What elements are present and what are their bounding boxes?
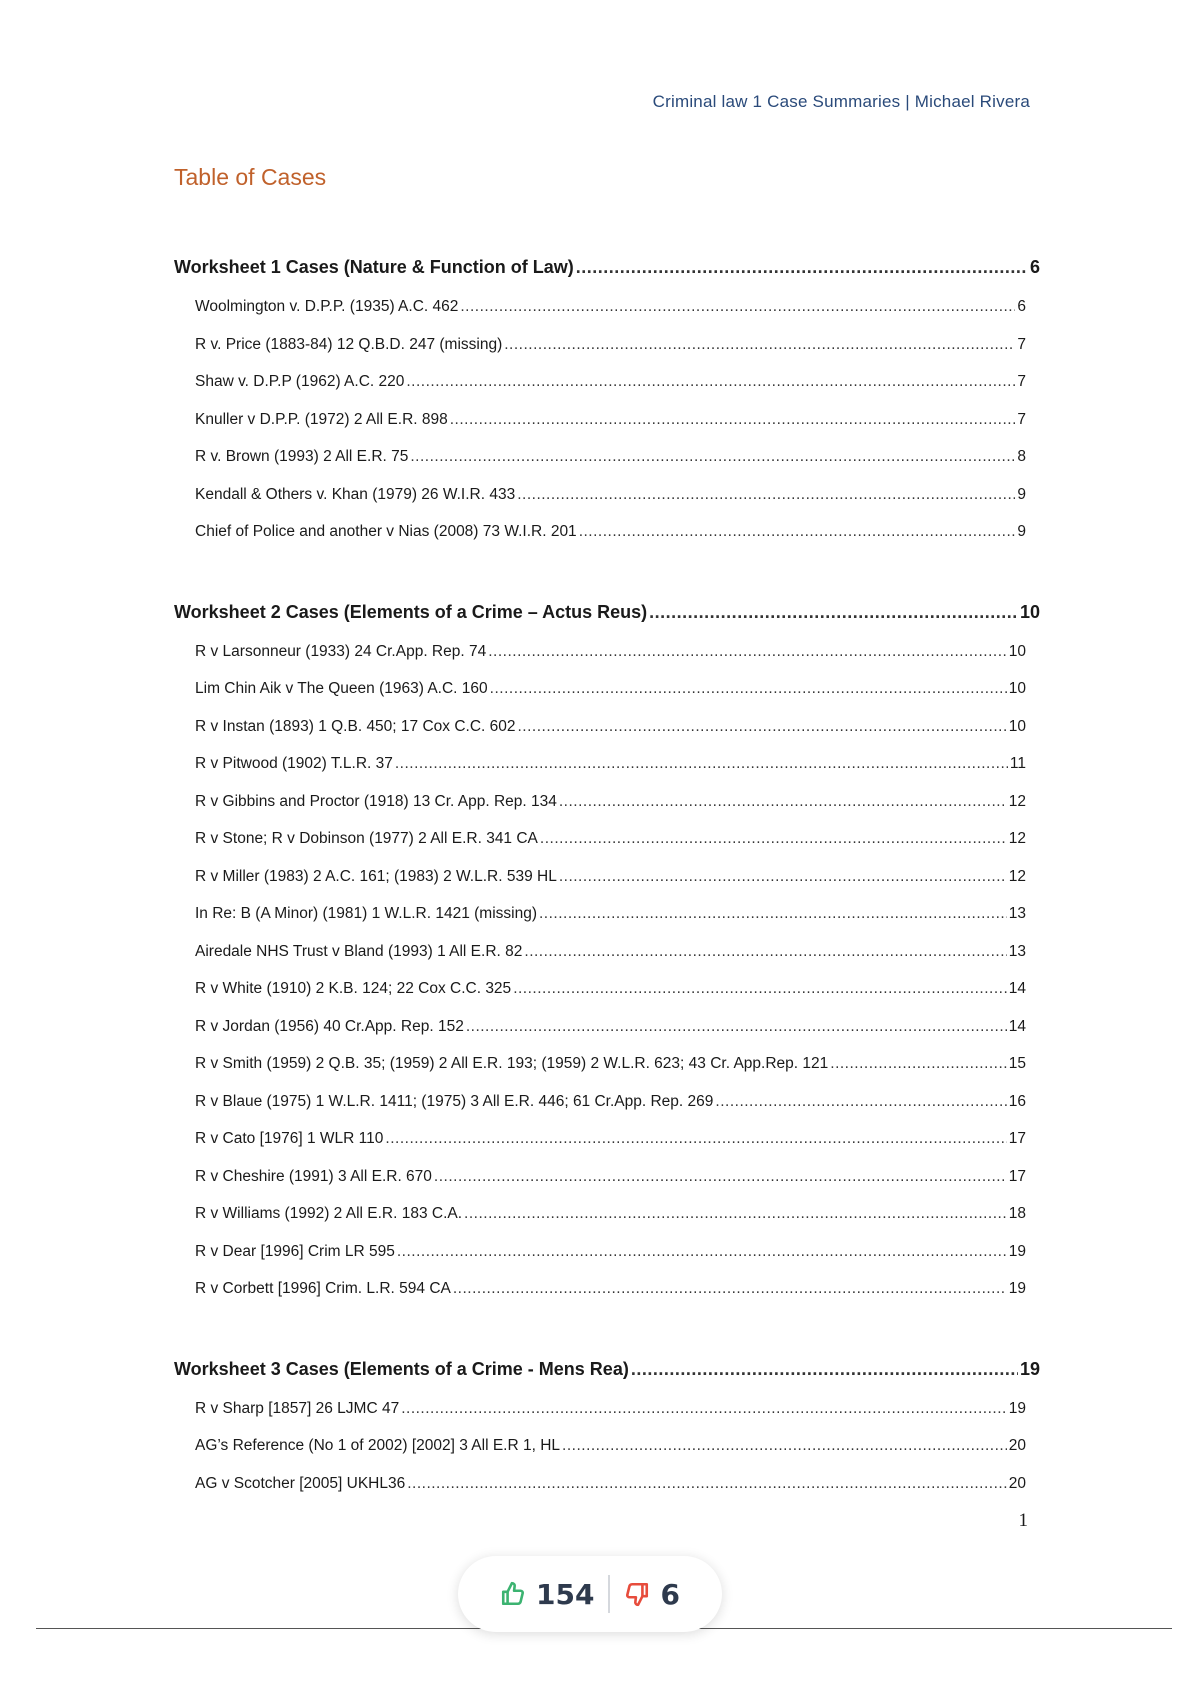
toc-entry[interactable] — [174, 1120, 1040, 1158]
toc-page-number: 9 — [1017, 523, 1026, 540]
toc-heading: Table of Cases — [174, 164, 327, 190]
toc-page-number: 14 — [1008, 1017, 1026, 1035]
dot-leader — [434, 1158, 1007, 1196]
toc-entry[interactable] — [174, 670, 1040, 708]
toc-entry[interactable] — [174, 708, 1040, 746]
case-title: AG’s Reference (No 1 of 2002) [2002] 3 All E.R 1, HL — [195, 1437, 561, 1454]
thumbs-down-icon — [624, 1581, 650, 1607]
dot-leader — [830, 1045, 1006, 1083]
case-title: R v Corbett [1996] Crim. L.R. 594 CA — [195, 1280, 451, 1297]
dot-leader — [559, 858, 1007, 896]
case-title: R v Williams (1992) 2 All E.R. 183 C.A. — [195, 1205, 463, 1222]
dot-leader — [513, 970, 1007, 1008]
dot-leader — [649, 591, 1018, 633]
dot-leader — [517, 476, 1015, 514]
vote-widget — [458, 1556, 722, 1632]
case-title: R v Sharp [1857] 26 LJMC 47 — [195, 1399, 400, 1417]
toc-page-number: 19 — [1008, 1399, 1026, 1417]
case-title: In Re: B (A Minor) (1981) 1 W.L.R. 1421 (missing) — [195, 905, 537, 922]
toc-page-number: 11 — [1009, 755, 1026, 772]
toc-page-number: 7 — [1017, 373, 1026, 390]
toc-page-number: 13 — [1008, 942, 1026, 960]
dot-leader — [518, 708, 1007, 746]
toc-section-heading[interactable] — [174, 591, 1040, 633]
toc-entry[interactable] — [174, 1427, 1040, 1465]
downvote-button[interactable] — [624, 1578, 679, 1611]
toc-entry[interactable] — [174, 633, 1040, 671]
toc-page-number: 14 — [1008, 980, 1026, 997]
toc-entry[interactable] — [174, 1158, 1040, 1196]
dot-leader — [406, 363, 1015, 401]
toc-section-worksheet-1 — [174, 246, 1040, 551]
case-title: Knuller v D.P.P. (1972) 2 All E.R. 898 — [195, 410, 448, 428]
dot-leader — [524, 933, 1006, 971]
toc-entry[interactable] — [174, 970, 1040, 1008]
toc-entry[interactable] — [174, 401, 1040, 439]
toc-page-number: 6 — [1029, 257, 1040, 277]
toc-page-number: 18 — [1008, 1205, 1026, 1222]
upvote-button[interactable] — [500, 1578, 594, 1611]
toc-entry[interactable] — [174, 438, 1040, 476]
dot-leader — [466, 1008, 1007, 1046]
toc-entry[interactable] — [174, 745, 1040, 783]
dot-leader — [395, 745, 1008, 783]
toc-entry[interactable] — [174, 820, 1040, 858]
toc-entry[interactable] — [174, 1008, 1040, 1046]
toc-page-number: 10 — [1019, 601, 1040, 622]
toc-entry[interactable] — [174, 895, 1040, 933]
case-title: Kendall & Others v. Khan (1979) 26 W.I.R. 433 — [195, 485, 516, 503]
running-header: Criminal law 1 Case Summaries | Michael Rivera — [652, 92, 1030, 111]
toc-page-number: 15 — [1008, 1055, 1026, 1072]
dot-leader — [576, 246, 1028, 288]
dot-leader — [559, 783, 1007, 821]
toc-entry[interactable] — [174, 783, 1040, 821]
case-title: Shaw v. D.P.P (1962) A.C. 220 — [195, 373, 405, 390]
case-title: Chief of Police and another v Nias (2008) 73 W.I.R. 201 — [195, 523, 577, 540]
toc-entry[interactable] — [174, 1390, 1040, 1428]
downvote-count: 6 — [660, 1577, 680, 1611]
toc-page-number: 9 — [1017, 485, 1026, 503]
toc-page-number: 17 — [1008, 1167, 1026, 1185]
dot-leader — [453, 1270, 1007, 1308]
page-number: 1 — [1018, 1510, 1028, 1531]
toc-page-number: 12 — [1008, 867, 1026, 885]
case-title: R v Cato [1976] 1 WLR 110 — [195, 1130, 384, 1147]
case-title: Lim Chin Aik v The Queen (1963) A.C. 160 — [195, 680, 488, 697]
toc-entry[interactable] — [174, 363, 1040, 401]
case-title: R v Larsonneur (1933) 24 Cr.App. Rep. 74 — [195, 642, 487, 660]
thumbs-up-icon — [500, 1581, 526, 1607]
case-title: Airedale NHS Trust v Bland (1993) 1 All E.R. 82 — [195, 942, 523, 960]
dot-leader — [385, 1120, 1006, 1158]
case-title: R v Cheshire (1991) 3 All E.R. 670 — [195, 1167, 432, 1185]
toc-page-number: 12 — [1008, 830, 1026, 847]
toc-section-worksheet-3 — [174, 1348, 1040, 1503]
toc-page-number: 13 — [1008, 905, 1026, 922]
toc-section-worksheet-2 — [174, 591, 1040, 1308]
case-title: R v Gibbins and Proctor (1918) 13 Cr. App. Rep. 134 — [195, 792, 557, 810]
toc-page-number: 20 — [1008, 1437, 1026, 1454]
toc-entry[interactable] — [174, 326, 1040, 364]
toc-entry[interactable] — [174, 1270, 1040, 1308]
case-title: AG v Scotcher [2005] UKHL36 — [195, 1474, 406, 1492]
dot-leader — [504, 326, 1015, 364]
toc-section-heading[interactable] — [174, 1348, 1040, 1390]
toc-section-title: Worksheet 2 Cases (Elements of a Crime – Actus Reus) — [174, 601, 648, 622]
dot-leader — [488, 633, 1007, 671]
table-of-cases — [174, 246, 1040, 1502]
toc-page-number: 7 — [1017, 335, 1026, 353]
upvote-count: 154 — [536, 1577, 595, 1611]
dot-leader — [407, 1465, 1007, 1503]
dot-leader — [397, 1233, 1007, 1271]
toc-page-number: 19 — [1019, 1358, 1040, 1379]
dot-leader — [579, 513, 1016, 551]
dot-leader — [401, 1390, 1007, 1428]
toc-entry[interactable] — [174, 858, 1040, 896]
toc-entry[interactable] — [174, 1233, 1040, 1271]
case-title: R v. Price (1883-84) 12 Q.B.D. 247 (missing) — [195, 335, 503, 353]
case-title: R v Jordan (1956) 40 Cr.App. Rep. 152 — [195, 1017, 464, 1035]
dot-leader — [715, 1083, 1006, 1121]
case-title: R v White (1910) 2 K.B. 124; 22 Cox C.C. 325 — [195, 980, 512, 997]
dot-leader — [490, 670, 1007, 708]
toc-entry[interactable] — [174, 1083, 1040, 1121]
toc-page-number: 12 — [1008, 792, 1026, 810]
toc-entry[interactable] — [174, 933, 1040, 971]
case-title: R v. Brown (1993) 2 All E.R. 75 — [195, 448, 409, 465]
toc-entry[interactable] — [174, 1465, 1040, 1503]
toc-page-number: 19 — [1008, 1280, 1026, 1297]
toc-section-heading[interactable] — [174, 246, 1040, 288]
toc-page-number: 16 — [1008, 1092, 1026, 1110]
toc-entry[interactable] — [174, 288, 1040, 326]
toc-entry[interactable] — [174, 513, 1040, 551]
case-title: R v Instan (1893) 1 Q.B. 450; 17 Cox C.C. 602 — [195, 717, 516, 735]
dot-leader — [631, 1348, 1018, 1390]
toc-page-number: 10 — [1008, 680, 1026, 697]
dot-leader — [540, 820, 1007, 858]
toc-page-number: 10 — [1008, 717, 1026, 735]
toc-entry[interactable] — [174, 1045, 1040, 1083]
toc-page-number: 7 — [1017, 410, 1026, 428]
toc-page-number: 17 — [1008, 1130, 1026, 1147]
toc-entry[interactable] — [174, 1195, 1040, 1233]
toc-section-title: Worksheet 3 Cases (Elements of a Crime - Mens Rea) — [174, 1358, 629, 1379]
case-title: Woolmington v. D.P.P. (1935) A.C. 462 — [195, 298, 459, 315]
dot-leader — [562, 1427, 1007, 1465]
dot-leader — [460, 288, 1015, 326]
dot-leader — [410, 438, 1015, 476]
case-title: R v Miller (1983) 2 A.C. 161; (1983) 2 W.L.R. 539 HL — [195, 867, 557, 885]
case-title: R v Dear [1996] Crim LR 595 — [195, 1242, 395, 1260]
toc-page-number: 8 — [1017, 448, 1026, 465]
case-title: R v Stone; R v Dobinson (1977) 2 All E.R. 341 CA — [195, 830, 538, 847]
toc-page-number: 19 — [1008, 1242, 1026, 1260]
toc-section-title: Worksheet 1 Cases (Nature & Function of Law) — [174, 257, 574, 277]
toc-page-number: 6 — [1017, 298, 1026, 315]
toc-page-number: 10 — [1008, 642, 1026, 660]
dot-leader — [450, 401, 1016, 439]
dot-leader — [539, 895, 1007, 933]
case-title: R v Blaue (1975) 1 W.L.R. 1411; (1975) 3 All E.R. 446; 61 Cr.App. Rep. 269 — [195, 1092, 714, 1110]
case-title: R v Pitwood (1902) T.L.R. 37 — [195, 755, 393, 772]
toc-entry[interactable] — [174, 476, 1040, 514]
toc-page-number: 20 — [1008, 1474, 1026, 1492]
case-title: R v Smith (1959) 2 Q.B. 35; (1959) 2 All E.R. 193; (1959) 2 W.L.R. 623; 43 Cr. App.Rep. 121 — [195, 1055, 829, 1072]
dot-leader — [464, 1195, 1007, 1233]
vote-divider — [608, 1575, 610, 1613]
